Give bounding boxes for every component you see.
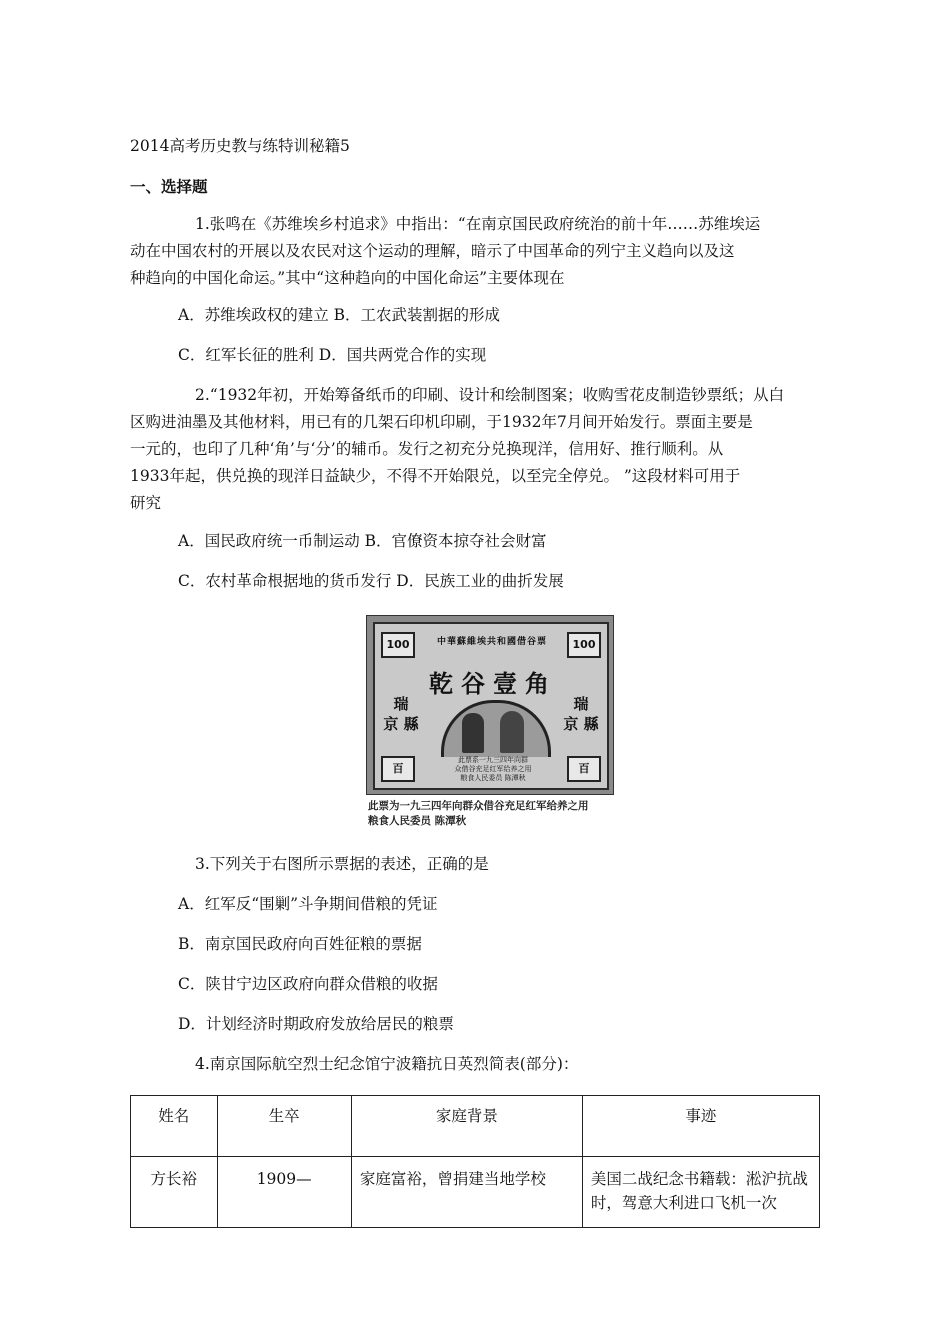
- q2-line-2: 区购进油墨及其他材料，用已有的几架石印机印刷，于1932年7月间开始发行。票面主要是: [130, 413, 753, 431]
- note-corner-bottom-right: 百: [567, 756, 601, 782]
- note-corner-bottom-left: 百: [381, 756, 415, 782]
- cell-lifespan: 1909—: [217, 1157, 351, 1228]
- q3-stem: 3.下列关于右图所示票据的表述，正确的是: [195, 855, 489, 873]
- grain-loan-note-image: [366, 615, 614, 830]
- header-name: 姓名: [131, 1096, 218, 1157]
- q1-line-2: 动在中国农村的开展以及农民对这个运动的理解，暗示了中国革命的列宁主义趋向以及这: [130, 242, 735, 260]
- q4-stem: 4.南京国际航空烈士纪念馆宁波籍抗日英烈简表(部分)：: [195, 1055, 579, 1073]
- q1-line-1: 1.张鸣在《苏维埃乡村追求》中指出：“在南京国民政府统治的前十年……苏维埃运: [195, 215, 761, 233]
- table-header-row: [131, 1096, 820, 1157]
- note-caption-line-1: 此票为一九三四年向群众借谷充足红军给养之用: [368, 800, 589, 812]
- q1-option-ab: A．苏维埃政权的建立 B．工农武装割据的形成: [178, 306, 501, 324]
- note-inner: [373, 622, 609, 790]
- note-right-char-3: 縣: [583, 715, 599, 733]
- heroes-table: [130, 1095, 820, 1228]
- note-small-line-3: 粮食人民委员 陈潭秋: [460, 774, 526, 782]
- q3-option-a: A．红军反“围剿”斗争期间借粮的凭证: [178, 895, 438, 913]
- note-right-char-2: 京: [563, 715, 579, 733]
- document-title: 2014高考历史教与练特训秘籍5: [130, 137, 350, 155]
- note-caption: [368, 799, 618, 829]
- note-right-char-1: 瑞: [573, 695, 589, 713]
- note-caption-line-2: 粮食人民委员 陈潭秋: [368, 815, 467, 827]
- note-denomination: 乾谷壹角: [429, 669, 557, 698]
- soldier-figure-icon: [462, 713, 484, 753]
- section-heading: 一、选择题: [130, 177, 208, 196]
- q2-line-3: 一元的，也印了几种‘角’与‘分’的辅币。发行之初充分兑换现洋，信用好、推行顺利。从: [130, 440, 724, 458]
- note-left-char-2: 京: [383, 715, 399, 733]
- soldier-figure-icon: [500, 711, 524, 753]
- note-soldiers-vignette: [441, 700, 551, 757]
- note-corner-top-right: 100: [567, 632, 601, 658]
- note-corner-top-left: 100: [381, 632, 415, 658]
- note-small-print: [427, 756, 559, 783]
- q2-line-5: 研究: [130, 494, 162, 512]
- table-row: [131, 1157, 820, 1228]
- header-deeds: 事迹: [582, 1096, 819, 1157]
- note-issuer-text: 中華蘇維埃共和國借谷票: [436, 637, 547, 647]
- note-right-side: [561, 694, 601, 734]
- note-small-line-1: 此票系一九三四年向群: [458, 756, 528, 764]
- q2-line-4: 1933年起，供兑换的现洋日益缺少，不得不开始限兑，以至完全停兑。 ”这段材料可用于: [130, 467, 741, 485]
- header-lifespan: 生卒: [217, 1096, 351, 1157]
- note-left-char-3: 縣: [403, 715, 419, 733]
- note-left-char-1: 瑞: [393, 695, 409, 713]
- q1-option-cd: C．红军长征的胜利 D．国共两党合作的实现: [178, 346, 487, 364]
- q2-option-cd: C．农村革命根据地的货币发行 D．民族工业的曲折发展: [178, 572, 564, 590]
- q3-option-b: B．南京国民政府向百姓征粮的票据: [178, 935, 422, 953]
- q3-option-d: D．计划经济时期政府发放给居民的粮票: [178, 1015, 454, 1033]
- q1-line-3: 种趋向的中国化命运。”其中“这种趋向的中国化命运”主要体现在: [130, 269, 565, 287]
- q2-line-1: 2.“1932年初，开始筹备纸币的印刷、设计和绘制图案；收购雪花皮制造钞票纸；从白: [195, 386, 785, 404]
- note-small-line-2: 众借谷充足红军给养之用: [454, 765, 532, 773]
- q3-option-c: C．陕甘宁边区政府向群众借粮的收据: [178, 975, 438, 993]
- cell-family-background: 家庭富裕，曾捐建当地学校: [351, 1157, 582, 1228]
- note-outer: [366, 615, 614, 795]
- header-family-background: 家庭背景: [351, 1096, 582, 1157]
- cell-name: 方长裕: [131, 1157, 218, 1228]
- note-left-side: [381, 694, 421, 734]
- q2-option-ab: A．国民政府统一币制运动 B．官僚资本掠夺社会财富: [178, 532, 547, 550]
- cell-deeds: 美国二战纪念书籍载：淞沪抗战时，驾意大利进口飞机一次: [582, 1157, 819, 1228]
